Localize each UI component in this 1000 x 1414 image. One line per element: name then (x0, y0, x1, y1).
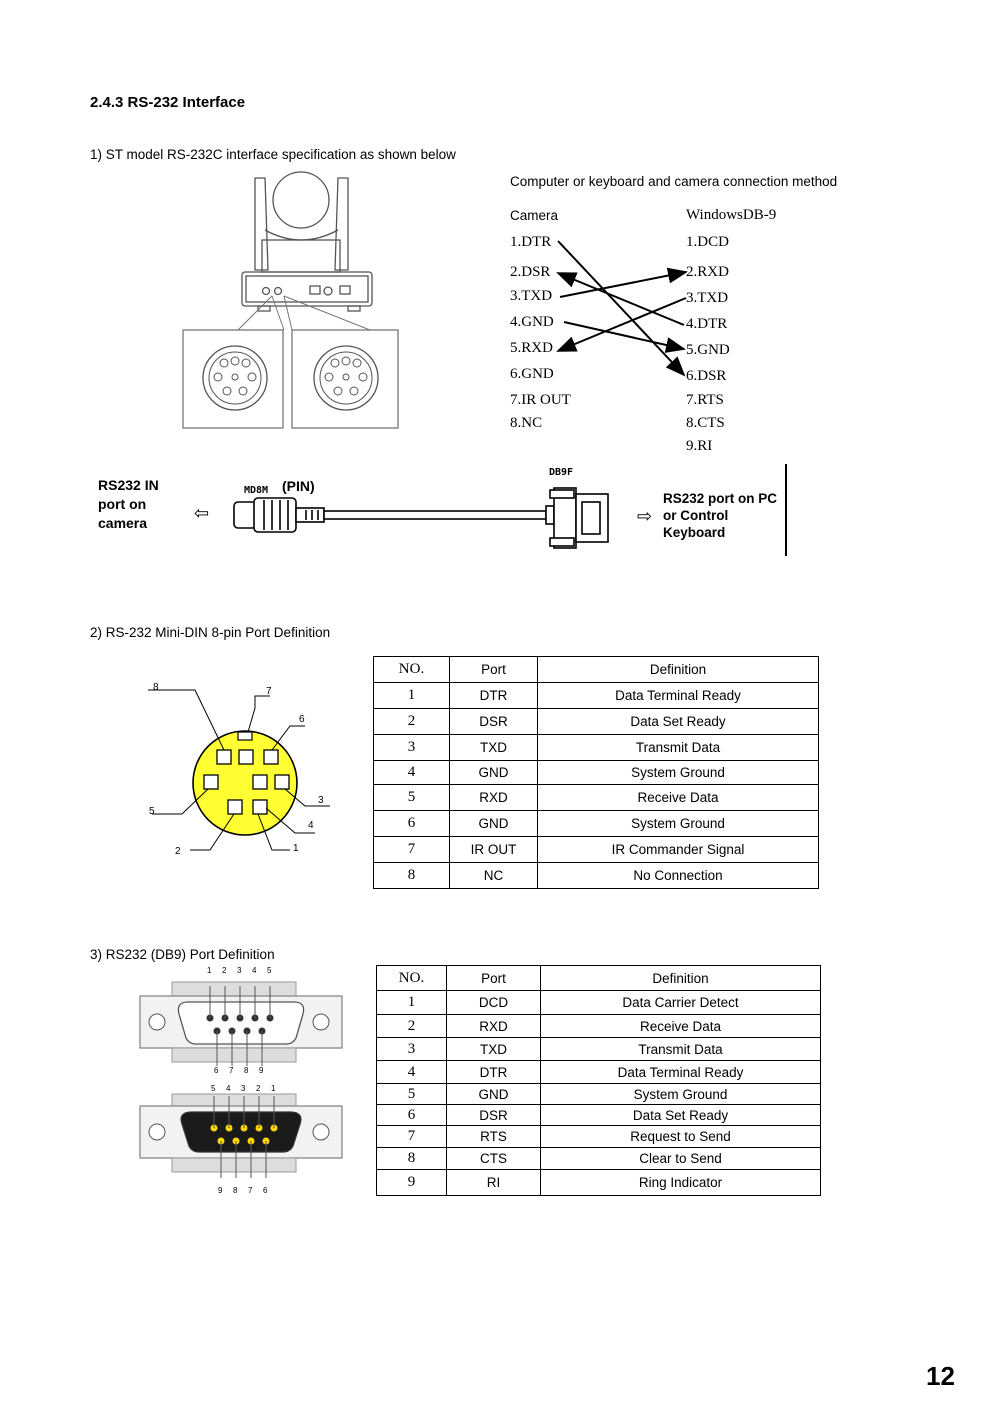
header-definition: Definition (538, 657, 819, 683)
wiring-diagram (500, 225, 700, 385)
cell-definition: Transmit Data (538, 735, 819, 761)
header-no: NO. (377, 966, 447, 991)
camera-pin: 5.RXD (510, 340, 553, 356)
db9-pin-label: 4 (252, 966, 257, 975)
cell-definition: Ring Indicator (541, 1170, 821, 1196)
cell-port: RI (447, 1170, 541, 1196)
db9-pin-label: 2 (222, 966, 227, 975)
cell-no: 8 (374, 863, 450, 889)
din-pin-label: 8 (153, 682, 159, 693)
header-definition: Definition (541, 966, 821, 991)
table-row (374, 837, 819, 863)
table-row (377, 1105, 821, 1126)
cell-no: 7 (377, 1126, 447, 1148)
header-port: Port (450, 657, 538, 683)
camera-pin: 1.DTR (510, 234, 552, 250)
din-pin-label: 3 (318, 795, 324, 806)
wire-dsr-dtr (558, 273, 684, 325)
db9-female-connector (140, 1094, 342, 1178)
cell-definition: System Ground (541, 1084, 821, 1105)
connection-title: Computer or keyboard and camera connection method (510, 174, 838, 189)
camera-pin: 7.IR OUT (510, 392, 571, 408)
db9-pin: 3.TXD (686, 290, 729, 306)
db9-table (376, 965, 821, 1196)
cell-definition: Data Terminal Ready (541, 1061, 821, 1084)
cell-definition: Receive Data (538, 785, 819, 811)
divider (785, 464, 787, 556)
db9-pin-label: 7 (248, 1186, 253, 1195)
cell-no: 4 (374, 761, 450, 785)
cell-no: 2 (377, 1015, 447, 1038)
cable-right-label: RS232 port on PC or Control Keyboard (663, 491, 778, 540)
cell-no: 5 (377, 1084, 447, 1105)
mini-din-table (373, 656, 819, 889)
part3-caption: 3) RS232 (DB9) Port Definition (90, 947, 275, 962)
cell-port: TXD (450, 735, 538, 761)
cell-port: GND (447, 1084, 541, 1105)
cell-no: 2 (374, 709, 450, 735)
cell-port: DTR (450, 683, 538, 709)
table-row (374, 863, 819, 889)
db9f-label: DB9F (549, 467, 574, 478)
din-key (238, 732, 252, 740)
camera-pin: 3.TXD (510, 288, 553, 304)
part1-caption: 1) ST model RS-232C interface specification as shown below (90, 147, 456, 162)
cable-left-label: RS232 IN port on camera (98, 477, 159, 531)
cell-port: RXD (447, 1015, 541, 1038)
cell-no: 8 (377, 1148, 447, 1170)
db9-pin-label: 9 (259, 1066, 264, 1075)
cell-port: NC (450, 863, 538, 889)
section-title: 2.4.3 RS-232 Interface (90, 94, 246, 111)
cell-no: 3 (377, 1038, 447, 1061)
db9-pin-label: 6 (263, 1186, 268, 1195)
cell-definition: System Ground (538, 811, 819, 837)
header-port: Port (447, 966, 541, 991)
cell-no: 6 (377, 1105, 447, 1126)
table-row (377, 1148, 821, 1170)
db9-pin-label: 2 (256, 1084, 261, 1093)
camera-pin: 8.NC (510, 415, 543, 431)
cell-no: 1 (377, 991, 447, 1015)
camera-pin: 4.GND (510, 314, 554, 330)
mini-din-diagram (140, 678, 365, 868)
cell-port: DCD (447, 991, 541, 1015)
db9-male-connector (140, 982, 342, 1066)
camera-header: Camera (510, 208, 559, 223)
db9-pin: 2.RXD (686, 264, 729, 280)
db9-pin-label: 6 (214, 1066, 219, 1075)
table-row (377, 1170, 821, 1196)
cell-definition: Data Carrier Detect (541, 991, 821, 1015)
cell-definition: Clear to Send (541, 1148, 821, 1170)
wire-txd-rxd (560, 272, 686, 297)
din-connector-panel-left (183, 330, 283, 428)
page-number: 12 (926, 1361, 955, 1391)
md8m-label: MD8M (244, 485, 269, 496)
cell-definition: No Connection (538, 863, 819, 889)
cell-definition: Data Set Ready (538, 709, 819, 735)
db9-pin-label: 3 (237, 966, 242, 975)
table-row (377, 1015, 821, 1038)
db9-pin: 8.CTS (686, 415, 725, 431)
din-pin-label: 2 (175, 846, 181, 857)
din-pin-label: 4 (308, 820, 314, 831)
cell-definition: System Ground (538, 761, 819, 785)
db9-pin-label: 8 (244, 1066, 249, 1075)
din-pin-label: 7 (266, 686, 272, 697)
table-row (374, 683, 819, 709)
cell-port: RTS (447, 1126, 541, 1148)
wire-dtr-dsr (558, 241, 684, 375)
cable-illustration (228, 480, 628, 555)
din-pin-label: 1 (293, 843, 299, 854)
cell-port: GND (450, 761, 538, 785)
cell-no: 6 (374, 811, 450, 837)
cell-no: 7 (374, 837, 450, 863)
din-pin-label: 6 (299, 714, 305, 725)
table-row (374, 761, 819, 785)
table-row (374, 735, 819, 761)
cell-port: TXD (447, 1038, 541, 1061)
db9-pin-label: 9 (218, 1186, 223, 1195)
din-pin-label: 5 (149, 806, 155, 817)
db9-pin-label: 3 (241, 1084, 246, 1093)
cell-definition: Receive Data (541, 1015, 821, 1038)
cell-definition: Data Set Ready (541, 1105, 821, 1126)
table-row (377, 1061, 821, 1084)
cell-no: 5 (374, 785, 450, 811)
table-row (377, 1038, 821, 1061)
cell-no: 4 (377, 1061, 447, 1084)
db9-pin-label: 5 (267, 966, 272, 975)
cell-no: 3 (374, 735, 450, 761)
camera-pin: 6.GND (510, 366, 554, 382)
pin-label: (PIN) (282, 478, 315, 494)
cell-no: 9 (377, 1170, 447, 1196)
db9-pin-label: 1 (207, 966, 212, 975)
table-header-row (374, 657, 819, 683)
part2-caption: 2) RS-232 Mini-DIN 8-pin Port Definition (90, 625, 331, 640)
windows-header: WindowsDB-9 (686, 207, 777, 223)
cell-no: 1 (374, 683, 450, 709)
din-connector-panel-right (292, 330, 398, 428)
table-row (374, 709, 819, 735)
table-row (377, 991, 821, 1015)
db9-pin: 9.RI (686, 438, 713, 454)
cell-port: CTS (447, 1148, 541, 1170)
camera-pin: 2.DSR (510, 264, 551, 280)
cell-definition: Data Terminal Ready (538, 683, 819, 709)
table-row (377, 1126, 821, 1148)
cell-definition: Transmit Data (541, 1038, 821, 1061)
db9-pin: 5.GND (686, 342, 730, 358)
db9-pin: 7.RTS (686, 392, 724, 408)
cell-port: DSR (450, 709, 538, 735)
right-arrow-icon: ⇨ (637, 506, 653, 526)
table-row (377, 1084, 821, 1105)
cell-port: GND (450, 811, 538, 837)
wire-gnd-gnd (564, 322, 684, 349)
db9-pin-label: 5 (211, 1084, 216, 1093)
camera-body (242, 172, 372, 311)
left-arrow-icon: ⇦ (194, 503, 210, 523)
db9-pin: 6.DSR (686, 368, 727, 384)
cell-port: DSR (447, 1105, 541, 1126)
cell-port: RXD (450, 785, 538, 811)
camera-illustration (180, 170, 402, 432)
table-row (374, 785, 819, 811)
db9-pin: 1.DCD (686, 234, 729, 250)
table-row (374, 811, 819, 837)
db9-pin-label: 4 (226, 1084, 231, 1093)
cell-definition: IR Commander Signal (538, 837, 819, 863)
cell-port: IR OUT (450, 837, 538, 863)
db9-pin-label: 8 (233, 1186, 238, 1195)
table-header-row (377, 966, 821, 991)
cell-definition: Request to Send (541, 1126, 821, 1148)
cell-port: DTR (447, 1061, 541, 1084)
header-no: NO. (374, 657, 450, 683)
db9-pin-label: 1 (271, 1084, 276, 1093)
db9-pin-label: 7 (229, 1066, 234, 1075)
db9-pin: 4.DTR (686, 316, 728, 332)
